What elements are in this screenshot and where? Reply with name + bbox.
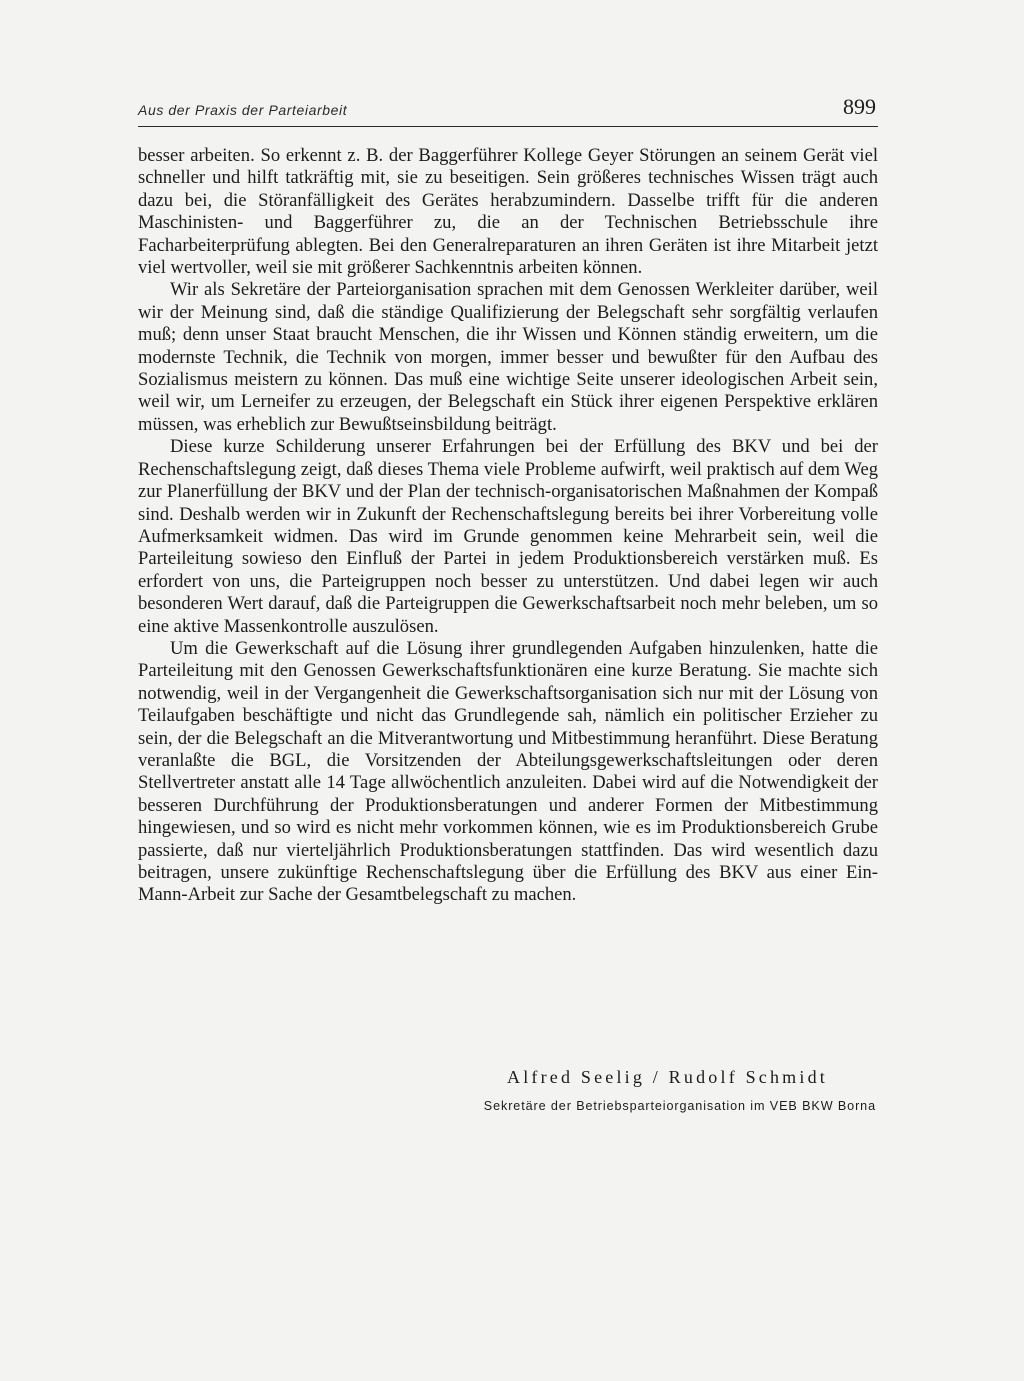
paragraph: besser arbeiten. So erkennt z. B. der Baggerführer Kollege Geyer Störungen an seinem Gerät viel schneller und hilft tatkräftig mit, sie zu beseitigen. Sein größeres technisches Wissen trägt auch dazu bei, die Störanfälligkeit des Gerätes herabzumindern. Dasselbe trifft für die anderen Maschinisten- und Baggerführer zu, die an der Technischen Betriebsschule ihre Facharbeiterprüfung ablegten. Bei den Generalreparaturen an ihren Geräten ist ihre Mitarbeit jetzt viel wertvoller, weil sie mit größerer Sachkenntnis arbeiten können. [138, 145, 878, 279]
paragraph: Wir als Sekretäre der Parteiorganisation sprachen mit dem Genossen Werkleiter darüber, weil wir der Meinung sind, daß die ständige Qualifizierung der Belegschaft sehr sorgfältig verlaufen muß; denn unser Staat braucht Menschen, die ihr Wissen und Können ständig erweitern, um die modernste Technik, die Technik von morgen, immer besser und bewußter für den Aufbau des Sozialismus meistern zu können. Das muß eine wichtige Seite unserer ideologischen Arbeit sein, weil wir, um Lerneifer zu erzeugen, der Belegschaft ein Stück ihrer eigenen Perspektive erklären müssen, was erheblich zur Bewußtseinsbildung beiträgt. [138, 279, 878, 435]
paragraph: Um die Gewerkschaft auf die Lösung ihrer grundlegenden Aufgaben hinzulenken, hatte die Parteileitung mit den Genossen Gewerkschaftsfunktionären eine kurze Beratung. Sie machte sich notwendig, weil in der Vergangenheit die Gewerkschaftsorganisation sich nur mit der Lösung von Teilaufgaben beschäftigte und nicht das Grundlegende sah, nämlich ein politischer Erzieher zu sein, der die Belegschaft an die Mitverantwortung und Mitbestimmung heranführt. Diese Beratung veranlaßte die BGL, die Vorsitzenden der Abteilungsgewerkschaftsleitungen oder deren Stellvertreter anstatt alle 14 Tage allwöchentlich anzuleiten. Dabei wird auf die Notwendigkeit der besseren Durchführung der Produktionsberatungen und anderer Formen der Mitbestimmung hingewiesen, und so wird es nicht mehr vorkommen können, wie es im Produktionsbereich Grube passierte, daß nur vierteljährlich Produktionsberatungen stattfinden. Das wird wesentlich dazu beitragen, unsere zukünftige Rechenschaftslegung über die Erfüllung des BKV aus einer Ein-Mann-Arbeit zur Sache der Gesamtbelegschaft zu machen. [138, 637, 878, 906]
page-number: 899 [843, 94, 876, 119]
article-body [138, 145, 878, 907]
running-title: Aus der Praxis der Parteiarbeit [138, 102, 348, 118]
author-names: Alfred Seelig / Rudolf Schmidt [507, 1067, 828, 1087]
author-affiliation: Sekretäre der Betriebsparteiorganisation im VEB BKW Borna [483, 1099, 876, 1113]
running-header [138, 86, 878, 127]
paragraph: Diese kurze Schilderung unserer Erfahrungen bei der Erfüllung des BKV und bei der Rechenschaftslegung zeigt, daß dieses Thema viele Probleme aufwirft, weil praktisch auf dem Weg zur Planerfüllung der BKV und der Plan der technisch-organisatorischen Maßnahmen der Kompaß sind. Deshalb werden wir in Zukunft der Rechenschaftslegung bereits bei ihrer Vorbereitung volle Aufmerksamkeit widmen. Das wird im Grunde genommen keine Mehrarbeit sein, weil die Parteileitung sowieso den Einfluß der Partei in jedem Produktionsbereich verstärken muß. Es erfordert von uns, die Parteigruppen noch besser zu unterstützen. Und dabei legen wir auch besonderen Wert darauf, daß die Parteigruppen die Gewerkschaftsarbeit noch mehr beleben, um so eine aktive Massenkontrolle auszulösen. [138, 436, 878, 637]
signature-block [138, 1067, 878, 1127]
